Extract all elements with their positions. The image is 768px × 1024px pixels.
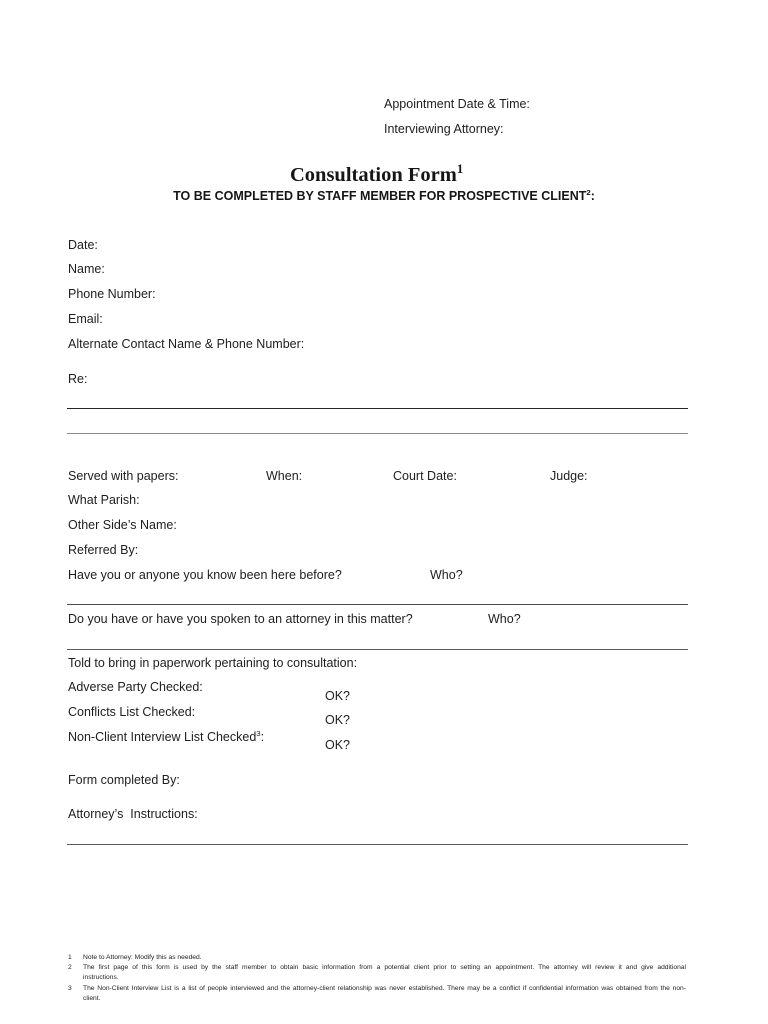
what-parish-label: What Parish: [68,493,140,507]
non-client-suffix: : [260,730,265,744]
form-title-text: Consultation Form [290,164,457,186]
re-label: Re: [68,372,88,386]
form-title [290,163,463,187]
footnote-number: 3 [68,984,72,992]
attorney-instructions-label: Attorney’s Instructions: [68,807,198,821]
non-client-list-checked-label [68,730,264,745]
spoken-to-attorney-line [67,649,688,650]
non-client-footnote-ref: 3 [256,728,261,738]
footnote-line: The first page of this form is used by the staff member to obtain basic information from a potential client prior to setting an appointment. The attorney will review it and give additional [83,964,686,972]
appointment-date-time-label: Appointment Date & Time: [384,97,530,111]
name-label: Name: [68,262,105,276]
interviewing-attorney-label: Interviewing Attorney: [384,122,504,136]
subtitle-suffix: : [590,189,595,203]
been-here-before-question: Have you or anyone you know been here before? [68,568,342,582]
footnote-text [83,953,686,963]
footnote-text [83,963,686,983]
form-subtitle-text: TO BE COMPLETED BY STAFF MEMBER FOR PROSPECTIVE CLIENT [173,189,587,203]
subtitle-footnote-ref: 2 [586,187,591,197]
paperwork-instruction-label: Told to bring in paperwork pertaining to consultation: [68,656,358,670]
adverse-party-checked-label: Adverse Party Checked: [68,680,203,694]
other-side-name-label: Other Side’s Name: [68,518,177,532]
when-label: When: [266,469,303,483]
conflicts-list-ok-label: OK? [325,713,351,727]
footnote-number: 2 [68,964,72,972]
conflicts-list-checked-label: Conflicts List Checked: [68,705,196,719]
been-here-before-line [67,604,688,605]
footnotes [68,953,688,1004]
footnote-line: client. [83,994,101,1002]
email-label: Email: [68,312,103,326]
footnote-text [83,984,686,1004]
footnote-line: Note to Attorney: Modify this as needed. [83,954,202,961]
been-here-before-who-label: Who? [430,568,463,582]
form-completed-by-label: Form completed By: [68,773,180,787]
re-line-1 [67,408,688,409]
spoken-to-attorney-who-label: Who? [488,612,521,626]
non-client-list-checked-text: Non-Client Interview List Checked [68,730,257,744]
footnote-line: instructions. [83,974,119,982]
adverse-party-ok-label: OK? [325,689,351,703]
judge-label: Judge: [550,469,588,483]
non-client-list-ok-label: OK? [325,738,351,752]
footnote [68,963,688,983]
footnote-line: The Non-Client Interview List is a list of people interviewed and the attorney-client relationship was never established. There may be a conflict if confidential information was obtained from the non- [83,984,686,992]
phone-number-label: Phone Number: [68,287,156,301]
court-date-label: Court Date: [393,469,457,483]
footnote-number: 1 [68,954,72,961]
title-footnote-ref: 1 [456,162,464,177]
alternate-contact-label: Alternate Contact Name & Phone Number: [68,337,305,351]
attorney-instructions-line [67,844,688,845]
date-label: Date: [68,238,98,252]
footnote [68,984,688,1004]
referred-by-label: Referred By: [68,543,139,557]
re-line-2 [67,433,688,434]
served-with-papers-label: Served with papers: [68,469,179,483]
form-subtitle [0,189,768,204]
footnote [68,953,688,963]
spoken-to-attorney-question: Do you have or have you spoken to an attorney in this matter? [68,612,413,626]
